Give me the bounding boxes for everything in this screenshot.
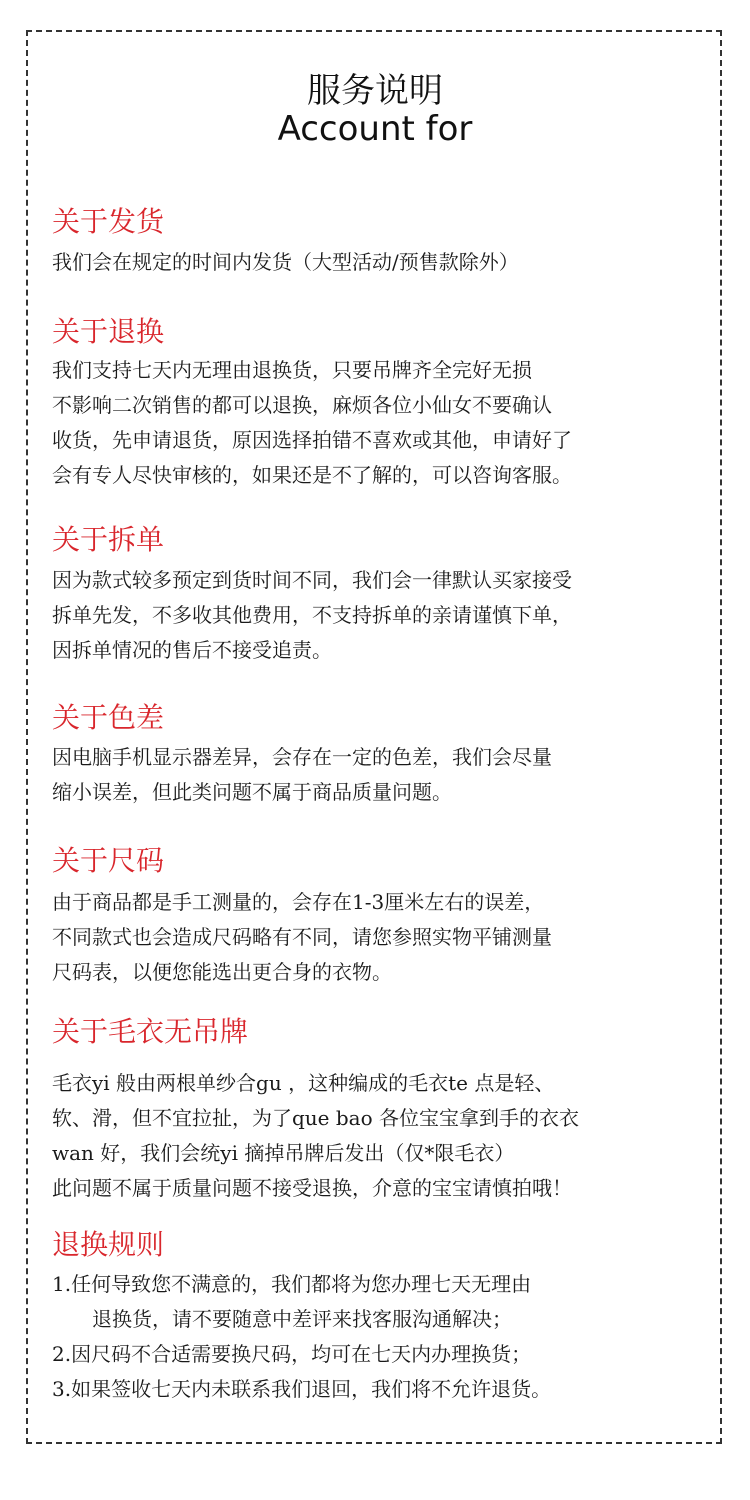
- rule-item-3: 3.如果签收七天内未联系我们退回，我们将不允许退货。: [52, 1377, 552, 1401]
- section-body-size: [52, 885, 722, 990]
- section-heading-size: 关于尺码: [52, 844, 165, 877]
- section-body-shipping: [52, 245, 722, 280]
- section-heading-split-order: 关于拆单: [52, 523, 165, 556]
- section-body-sweater-tags: [52, 1066, 722, 1206]
- paragraph-line: 缩小误差，但此类问题不属于商品质量问题。: [52, 780, 452, 804]
- section-heading-returns: 关于退换: [52, 315, 165, 348]
- section-body-split-order: [52, 563, 722, 668]
- rule-item-1: 1.任何导致您不满意的，我们都将为您办理七天无理由: [52, 1272, 532, 1296]
- rule-item-1-continued: 退换货，请不要随意中差评来找客服沟通解决；: [92, 1307, 512, 1331]
- paragraph-line: 尺码表，以便您能选出更合身的衣物。: [52, 960, 392, 984]
- page-title: 服务说明: [307, 71, 443, 111]
- paragraph-line: 我们支持七天内无理由退换货，只要吊牌齐全完好无损: [52, 358, 532, 382]
- paragraph-line: 毛衣yi 般由两根单纱合gu ，这种编成的毛衣te 点是轻、: [52, 1071, 555, 1095]
- section-body-returns: [52, 353, 722, 493]
- paragraph-line: 软、滑，但不宜拉扯，为了que bao 各位宝宝拿到手的衣衣: [52, 1106, 580, 1130]
- paragraph-line: wan 好，我们会统yi 摘掉吊牌后发出（仅*限毛衣）: [52, 1141, 515, 1165]
- section-heading-return-rules: 退换规则: [52, 1228, 165, 1261]
- paragraph-line: 不影响二次销售的都可以退换，麻烦各位小仙女不要确认: [52, 393, 552, 417]
- paragraph-line: 不同款式也会造成尺码略有不同，请您参照实物平铺测量: [52, 925, 552, 949]
- section-body-color-difference: [52, 740, 722, 810]
- paragraph-line: 此问题不属于质量问题不接受退换，介意的宝宝请慎拍哦！: [52, 1176, 572, 1200]
- paragraph-line: 我们会在规定的时间内发货（大型活动/预售款除外）: [52, 250, 519, 274]
- section-heading-color-difference: 关于色差: [52, 701, 165, 734]
- paragraph-line: 因为款式较多预定到货时间不同，我们会一律默认买家接受: [52, 568, 572, 592]
- rule-item-2: 2.因尺码不合适需要换尺码，均可在七天内办理换货；: [52, 1342, 532, 1366]
- paragraph-line: 因拆单情况的售后不接受追责。: [52, 638, 332, 662]
- paragraph-line: 拆单先发，不多收其他费用，不支持拆单的亲请谨慎下单，: [52, 603, 572, 627]
- section-heading-shipping: 关于发货: [52, 205, 165, 238]
- page-subtitle: Account for: [277, 109, 473, 149]
- paragraph-line: 由于商品都是手工测量的，会存在1-3厘米左右的误差，: [52, 890, 545, 914]
- section-body-return-rules: [52, 1267, 722, 1407]
- section-heading-sweater-tags: 关于毛衣无吊牌: [52, 1015, 249, 1048]
- paragraph-line: 收货，先申请退货，原因选择拍错不喜欢或其他，申请好了: [52, 428, 572, 452]
- paragraph-line: 会有专人尽快审核的，如果还是不了解的，可以咨询客服。: [52, 463, 572, 487]
- paragraph-line: 因电脑手机显示器差异，会存在一定的色差，我们会尽量: [52, 745, 552, 769]
